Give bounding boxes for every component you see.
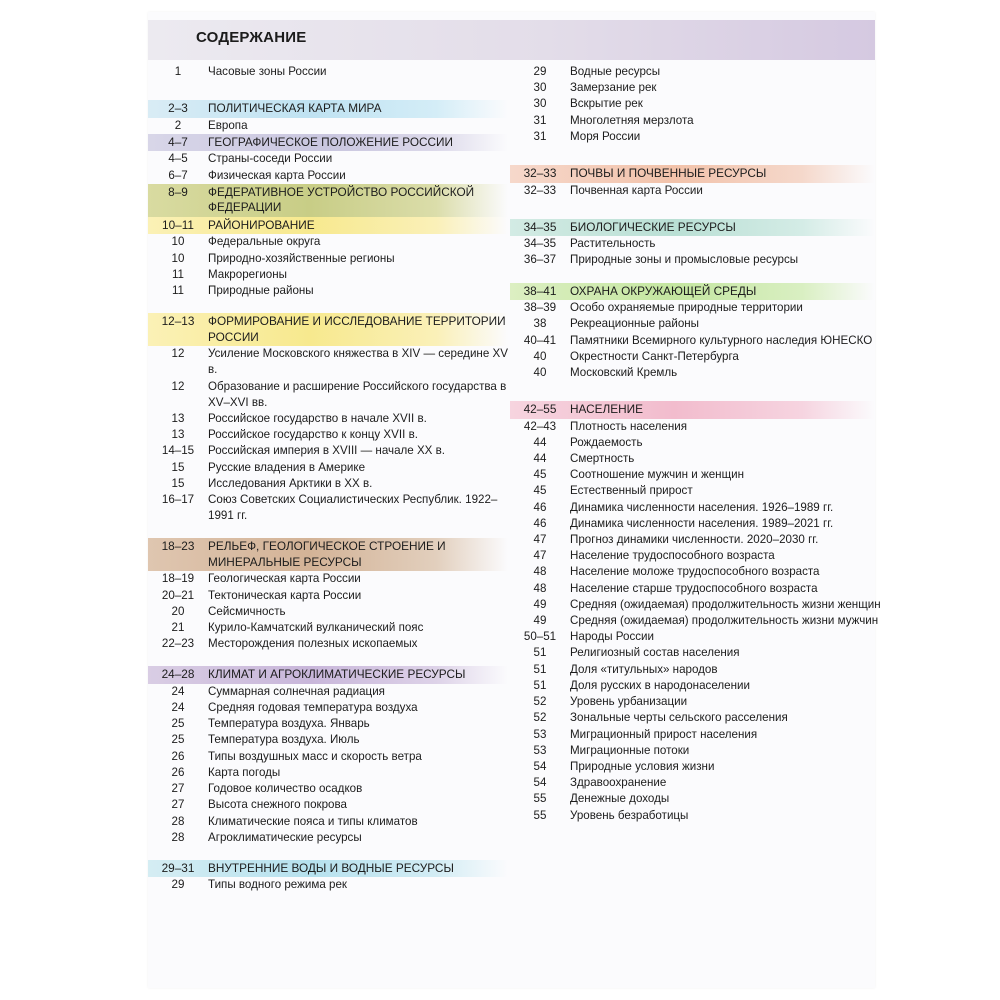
section-page-range: 38–41: [523, 283, 557, 298]
entry-title: Население старше трудоспособного возраста: [570, 581, 818, 595]
section-page-range: 4–7: [168, 134, 188, 149]
contents-entry: [510, 300, 875, 316]
entry-page-number: 22–23: [161, 637, 195, 651]
entry-title: Агроклиматические ресурсы: [208, 830, 362, 844]
entry-page-number: 55: [533, 792, 547, 806]
entry-page-number: 48: [533, 581, 547, 595]
entry-page-number: 12: [171, 347, 185, 361]
contents-entry: [148, 346, 508, 378]
contents-entry: [148, 830, 508, 846]
entry-page-number: 25: [171, 733, 185, 747]
entry-title: Федеральные округа: [208, 235, 321, 249]
contents-entry: [510, 451, 875, 467]
contents-entry: [510, 183, 875, 199]
contents-entry: [510, 548, 875, 564]
entry-title: Месторождения полезных ископаемых: [208, 637, 418, 651]
entry-page-number: 51: [533, 662, 547, 676]
contents-entry: [148, 234, 508, 250]
entry-page-number: 24: [171, 684, 185, 698]
entry-page-number: 38–39: [523, 301, 557, 315]
section-heading: [148, 860, 508, 878]
contents-entry: [148, 476, 508, 492]
section-heading: [510, 165, 875, 183]
entry-page-number: 20–21: [161, 588, 195, 602]
section-title: КЛИМАТ И АГРОКЛИМАТИЧЕСКИЕ РЕСУРСЫ: [208, 667, 466, 682]
entry-title: Природные районы: [208, 283, 314, 297]
contents-entry: [148, 588, 508, 604]
contents-entry: [510, 629, 875, 645]
entry-title: Памятники Всемирного культурного наследия ЮНЕСКО: [570, 333, 873, 347]
entry-title: Макрорегионы: [208, 267, 287, 281]
entry-page-number: 31: [533, 113, 547, 127]
entry-title: Динамика численности населения. 1926–1989 гг.: [570, 500, 834, 514]
contents-entry: [148, 814, 508, 830]
entry-title: Типы водного режима рек: [208, 878, 347, 892]
entry-title: Здравоохранение: [570, 776, 667, 790]
entry-page-number: 48: [533, 565, 547, 579]
entry-title: Народы России: [570, 630, 654, 644]
entry-page-number: 27: [171, 798, 185, 812]
contents-entry: [510, 678, 875, 694]
contents-entry: [510, 564, 875, 580]
contents-entry: [148, 267, 508, 283]
entry-title: Московский Кремль: [570, 365, 678, 379]
contents-entry: [510, 80, 875, 96]
section-title: ПОЧВЫ И ПОЧВЕННЫЕ РЕСУРСЫ: [570, 166, 767, 181]
entry-title: Доля русских в народонаселении: [570, 678, 750, 692]
contents-entry: [148, 684, 508, 700]
section-heading: [148, 100, 508, 118]
entry-page-number: 51: [533, 646, 547, 660]
entry-title: Естественный прирост: [570, 484, 693, 498]
contents-entry: [148, 427, 508, 443]
entry-page-number: 11: [171, 267, 185, 281]
entry-page-number: 26: [171, 765, 185, 779]
entry-page-number: 11: [171, 283, 185, 297]
spacer: [510, 381, 875, 401]
entry-page-number: 47: [533, 549, 547, 563]
section-heading: [148, 134, 508, 152]
contents-entry: [510, 483, 875, 499]
section-title: ОХРАНА ОКРУЖАЮЩЕЙ СРЕДЫ: [570, 283, 757, 298]
contents-entry: [510, 710, 875, 726]
contents-entry: [148, 571, 508, 587]
entry-page-number: 31: [533, 129, 547, 143]
contents-entry: [148, 151, 508, 167]
entry-title: Геологическая карта России: [208, 572, 361, 586]
entry-title: Природные условия жизни: [570, 759, 715, 773]
entry-title: Уровень урбанизации: [570, 695, 688, 709]
entry-title: Водные ресурсы: [570, 65, 661, 78]
section-heading: [148, 666, 508, 684]
contents-entry: [510, 597, 881, 613]
section-page-range: 18–23: [161, 539, 195, 554]
entry-page-number: 18–19: [161, 572, 195, 586]
spacer: [510, 199, 875, 219]
entry-title: Российское государство к концу XVII в.: [208, 428, 418, 442]
page-title: СОДЕРЖАНИЕ: [196, 29, 307, 46]
contents-entry: [510, 759, 875, 775]
entry-title: Русские владения в Америке: [208, 460, 366, 474]
entry-title: Средняя (ожидаемая) продолжительность жизни женщин: [570, 597, 881, 611]
contents-entry: [148, 877, 508, 893]
section-page-range: 24–28: [161, 667, 195, 682]
entry-page-number: 40–41: [523, 333, 557, 347]
contents-entry: [148, 411, 508, 427]
entry-title: Природные зоны и промысловые ресурсы: [570, 253, 799, 267]
entry-page-number: 49: [533, 614, 547, 628]
contents-entry: [148, 765, 508, 781]
entry-page-number: 24: [171, 701, 185, 715]
contents-entry: [148, 749, 508, 765]
section-title: НАСЕЛЕНИЕ: [570, 402, 643, 417]
entry-title: Курило-Камчатский вулканический пояс: [208, 620, 424, 634]
section-title: ВНУТРЕННИЕ ВОДЫ И ВОДНЫЕ РЕСУРСЫ: [208, 860, 454, 875]
entry-title: Российское государство в начале XVII в.: [208, 411, 427, 425]
section-heading: [148, 184, 508, 217]
entry-page-number: 2: [174, 118, 182, 132]
entry-title: Российская империя в XVIII — начале XX в.: [208, 444, 446, 458]
entry-title: Страны-соседи России: [208, 152, 333, 166]
entry-page-number: 45: [533, 484, 547, 498]
section-title: ФЕДЕРАТИВНОЕ УСТРОЙСТВО РОССИЙСКОЙ ФЕДЕРАЦИИ: [208, 184, 475, 215]
contents-entry: [148, 781, 508, 797]
entry-title: Уровень безработицы: [570, 808, 689, 822]
entry-page-number: 53: [533, 727, 547, 741]
entry-title: Население моложе трудоспособного возраста: [570, 565, 820, 579]
section-title: ГЕОГРАФИЧЕСКОЕ ПОЛОЖЕНИЕ РОССИИ: [208, 134, 454, 149]
contents-entry: [148, 620, 508, 636]
contents-entry: [148, 636, 508, 652]
contents-entry: [510, 333, 875, 349]
entry-page-number: 12: [171, 379, 185, 393]
section-title: РАЙОНИРОВАНИЕ: [208, 217, 315, 232]
entry-title: Температура воздуха. Июль: [208, 733, 360, 747]
section-page-range: 2–3: [168, 101, 188, 116]
entry-title: Суммарная солнечная радиация: [208, 684, 385, 698]
section-heading: [148, 217, 508, 235]
contents-entry: [510, 435, 875, 451]
entry-title: Годовое количество осадков: [208, 782, 363, 796]
spacer: [510, 145, 875, 165]
contents-entry: [510, 743, 875, 759]
contents-entry: [510, 349, 875, 365]
entry-title: Образование и расширение Российского государства в XV–XVI вв.: [208, 379, 507, 409]
entry-title: Почвенная карта России: [570, 183, 703, 197]
contents-entry: [148, 732, 508, 748]
contents-entry: [510, 516, 875, 532]
section-page-range: 10–11: [162, 217, 194, 232]
entry-page-number: 30: [533, 81, 547, 95]
spacer: [148, 846, 508, 860]
entry-page-number: 46: [533, 516, 547, 530]
entry-title: Физическая карта России: [208, 168, 346, 182]
entry-page-number: 14–15: [161, 444, 195, 458]
contents-column-left: [148, 64, 508, 894]
contents-entry: [510, 791, 875, 807]
entry-title: Союз Советских Социалистических Республик. 1922–1991 гг.: [208, 492, 498, 523]
entry-page-number: 28: [171, 814, 185, 828]
section-page-range: 8–9: [168, 184, 188, 199]
entry-title: Смертность: [570, 452, 635, 466]
entry-page-number: 29: [533, 65, 547, 78]
contents-entry: [148, 251, 508, 267]
contents-entry: [148, 716, 508, 732]
entry-title: Высота снежного покрова: [208, 798, 347, 812]
entry-title: Климатические пояса и типы климатов: [208, 814, 418, 828]
section-page-range: 34–35: [523, 219, 557, 234]
section-title: ПОЛИТИЧЕСКАЯ КАРТА МИРА: [208, 101, 382, 116]
entry-title: Соотношение мужчин и женщин: [570, 468, 744, 482]
section-title: ФОРМИРОВАНИЕ И ИССЛЕДОВАНИЕ ТЕРРИТОРИИ РОССИИ: [208, 314, 506, 344]
entry-page-number: 44: [533, 452, 547, 466]
entry-title: Плотность населения: [570, 419, 688, 433]
entry-title: Типы воздушных масс и скорость ветра: [208, 749, 422, 763]
spacer: [148, 80, 508, 100]
entry-title: Тектоническая карта России: [208, 588, 362, 602]
contents-entry: [510, 775, 875, 791]
contents-entry: [510, 662, 875, 678]
entry-page-number: 15: [171, 476, 185, 490]
contents-column-right: [510, 64, 881, 824]
entry-page-number: 4–5: [168, 152, 188, 166]
section-title: БИОЛОГИЧЕСКИЕ РЕСУРСЫ: [570, 219, 736, 234]
entry-page-number: 50–51: [523, 630, 557, 644]
entry-title: Природно-хозяйственные регионы: [208, 251, 395, 265]
entry-page-number: 51: [533, 678, 547, 692]
entry-title: Доля «титульных» народов: [570, 662, 718, 676]
spacer: [148, 652, 508, 666]
spacer: [510, 269, 875, 283]
contents-entry: [510, 316, 875, 332]
entry-title: Миграционные потоки: [570, 743, 690, 757]
entry-page-number: 34–35: [523, 237, 557, 251]
contents-entry: [510, 808, 875, 824]
entry-page-number: 38: [533, 317, 547, 331]
entry-page-number: 10: [171, 251, 185, 265]
contents-entry: [510, 419, 875, 435]
entry-title: Карта погоды: [208, 765, 281, 779]
entry-title: Европа: [208, 118, 248, 132]
entry-title: Замерзание рек: [570, 81, 657, 95]
contents-entry: [148, 118, 508, 134]
section-heading: [510, 283, 875, 301]
entry-title: Денежные доходы: [570, 792, 670, 806]
section-title: РЕЛЬЕФ, ГЕОЛОГИЧЕСКОЕ СТРОЕНИЕ И МИНЕРАЛЬНЫЕ РЕСУРСЫ: [208, 539, 446, 569]
contents-entry: [148, 797, 508, 813]
contents-entry: [148, 604, 508, 620]
entry-page-number: 27: [171, 782, 185, 796]
contents-entry: [510, 613, 879, 629]
contents-entry: [148, 283, 508, 299]
entry-title: Средняя годовая температура воздуха: [208, 701, 418, 715]
entry-page-number: 26: [171, 749, 185, 763]
contents-entry: [510, 96, 875, 112]
entry-page-number: 54: [533, 759, 547, 773]
contents-entry: [510, 64, 875, 80]
entry-page-number: 13: [171, 411, 185, 425]
contents-entry: [148, 492, 508, 524]
entry-page-number: 20: [171, 604, 185, 618]
entry-title: Особо охраняемые природные территории: [570, 301, 803, 315]
entry-title: Окрестности Санкт-Петербурга: [570, 349, 739, 363]
entry-title: Рекреационные районы: [570, 317, 700, 331]
spacer: [148, 299, 508, 313]
entry-title: Религиозный состав населения: [570, 646, 740, 660]
contents-entry: [510, 236, 875, 252]
entry-page-number: 42–43: [523, 419, 557, 433]
entry-page-number: 32–33: [523, 183, 557, 197]
entry-page-number: 40: [533, 349, 547, 363]
contents-entry: [148, 379, 508, 411]
entry-page-number: 30: [533, 97, 547, 111]
contents-entry: [510, 500, 875, 516]
entry-title: Зональные черты сельского расселения: [570, 711, 788, 725]
contents-entry: [148, 64, 508, 80]
entry-page-number: 13: [171, 428, 185, 442]
contents-entry: [148, 700, 508, 716]
entry-title: Прогноз динамики численности. 2020–2030 гг.: [570, 533, 819, 547]
contents-entry: [510, 694, 875, 710]
entry-page-number: 6–7: [168, 168, 188, 182]
entry-page-number: 40: [533, 365, 547, 379]
entry-page-number: 15: [171, 460, 185, 474]
section-page-range: 29–31: [161, 860, 195, 875]
contents-entry: [510, 113, 875, 129]
entry-page-number: 46: [533, 500, 547, 514]
entry-title: Рождаемость: [570, 435, 643, 449]
entry-title: Температура воздуха. Январь: [208, 717, 370, 731]
entry-page-number: 21: [171, 620, 185, 634]
contents-entry: [510, 252, 875, 268]
entry-page-number: 36–37: [523, 253, 557, 267]
entry-page-number: 16–17: [161, 492, 195, 506]
entry-page-number: 53: [533, 743, 547, 757]
contents-entry: [510, 129, 875, 145]
entry-title: Динамика численности населения. 1989–2021 гг.: [570, 516, 834, 530]
entry-page-number: 1: [174, 65, 182, 78]
section-heading: [510, 401, 875, 419]
contents-entry: [510, 532, 875, 548]
section-page-range: 12–13: [161, 314, 195, 329]
section-heading: [148, 538, 508, 571]
entry-page-number: 55: [533, 808, 547, 822]
entry-page-number: 44: [533, 435, 547, 449]
section-page-range: 42–55: [523, 402, 557, 417]
contents-entry: [148, 168, 508, 184]
contents-entry: [510, 645, 875, 661]
entry-page-number: 28: [171, 830, 185, 844]
entry-page-number: 52: [533, 695, 547, 709]
entry-page-number: 47: [533, 533, 547, 547]
contents-entry: [510, 727, 875, 743]
entry-page-number: 45: [533, 468, 547, 482]
entry-title: Сейсмичность: [208, 604, 286, 618]
entry-title: Часовые зоны России: [208, 65, 327, 78]
entry-page-number: 25: [171, 717, 185, 731]
contents-entry: [510, 467, 875, 483]
entry-page-number: 54: [533, 776, 547, 790]
entry-title: Моря России: [570, 129, 641, 143]
contents-entry: [510, 581, 875, 597]
entry-title: Усиление Московского княжества в XIV — середине XV в.: [208, 347, 508, 377]
entry-page-number: 52: [533, 711, 547, 725]
entry-title: Население трудоспособного возраста: [570, 549, 775, 563]
entry-page-number: 10: [171, 235, 185, 249]
entry-title: Многолетняя мерзлота: [570, 113, 694, 127]
section-heading: [148, 313, 508, 346]
entry-title: Растительность: [570, 237, 656, 251]
entry-title: Вскрытие рек: [570, 97, 643, 111]
entry-page-number: 29: [171, 878, 185, 892]
contents-entry: [148, 443, 508, 459]
contents-entry: [148, 460, 508, 476]
spacer: [148, 524, 508, 538]
section-page-range: 32–33: [523, 166, 557, 181]
entry-page-number: 49: [533, 597, 547, 611]
contents-entry: [510, 365, 875, 381]
entry-title: Средняя (ожидаемая) продолжительность жизни мужчин: [570, 614, 879, 628]
section-heading: [510, 219, 875, 237]
entry-title: Миграционный прирост населения: [570, 727, 758, 741]
entry-title: Исследования Арктики в XX в.: [208, 476, 373, 490]
